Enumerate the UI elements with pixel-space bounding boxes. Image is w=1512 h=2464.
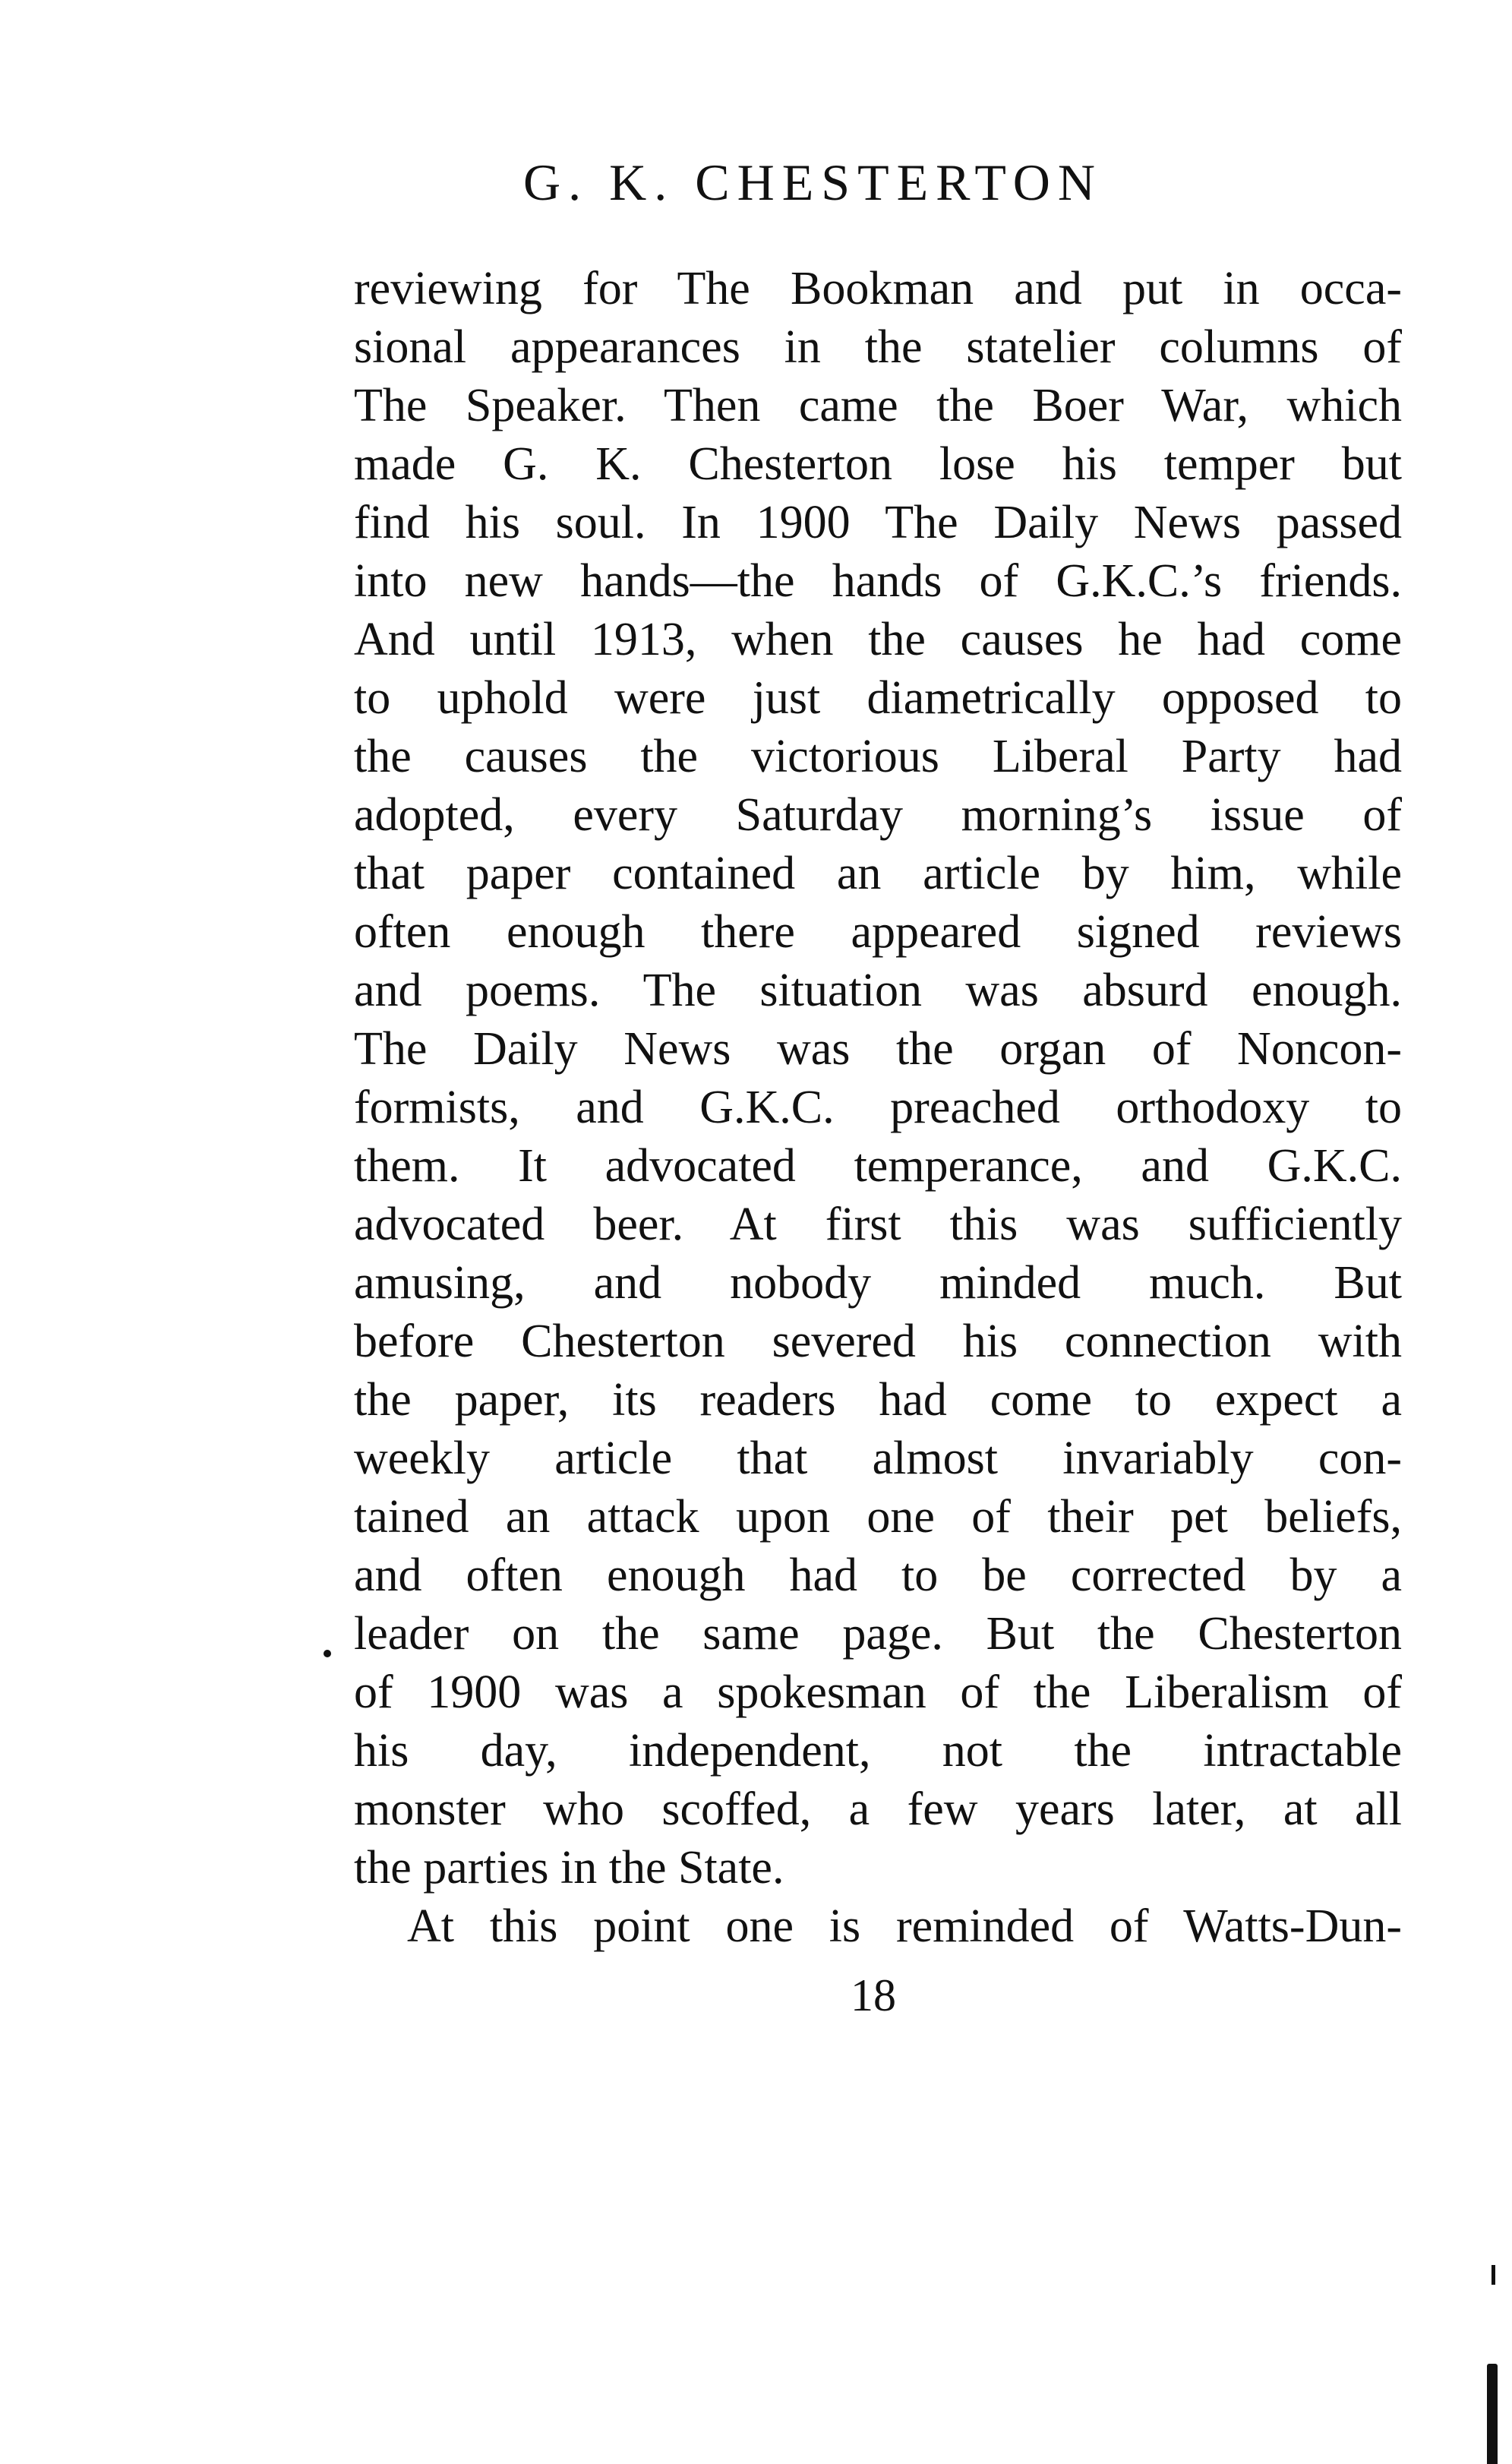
text-line: amusing, and nobody minded much. But (354, 1257, 1402, 1309)
text-line: his day, independent, not the intractable (354, 1725, 1402, 1777)
text-line: of 1900 was a spokesman of the Liberalism of (354, 1666, 1402, 1718)
text-line: the paper, its readers had come to expect a (354, 1374, 1402, 1426)
running-head: G. K. CHESTERTON (523, 153, 1103, 211)
text-line: often enough there appeared signed reviews (354, 906, 1402, 958)
text-line: reviewing for The Bookman and put in occa- (354, 263, 1402, 314)
text-line: into new hands—the hands of G.K.C.’s friends. (354, 555, 1402, 607)
text-line: formists, and G.K.C. preached orthodoxy to (354, 1082, 1402, 1133)
text-line: made G. K. Chesterton lose his temper but (354, 438, 1402, 490)
scan-artifact-dot (324, 1650, 331, 1657)
text-line: weekly article that almost invariably con- (354, 1433, 1402, 1484)
scan-artifact-tick (1491, 2265, 1495, 2285)
text-line: adopted, every Saturday morning’s issue of (354, 789, 1402, 841)
text-line: and often enough had to be corrected by a (354, 1549, 1402, 1601)
text-line: And until 1913, when the causes he had come (354, 614, 1402, 665)
paragraph-end-line: the parties in the State. (354, 1842, 784, 1894)
text-line: sional appearances in the statelier columns of (354, 321, 1402, 373)
text-line: advocated beer. At first this was sufficiently (354, 1199, 1402, 1250)
text-line: tained an attack upon one of their pet beliefs, (354, 1491, 1402, 1543)
text-line: before Chesterton severed his connection with (354, 1316, 1402, 1367)
page-edge-shadow (1487, 2364, 1498, 2464)
text-line: the causes the victorious Liberal Party had (354, 731, 1402, 782)
text-line: leader on the same page. But the Chesterton (354, 1608, 1402, 1660)
text-line: that paper contained an article by him, while (354, 848, 1402, 899)
page-number: 18 (851, 1970, 896, 2020)
text-line: monster who scoffed, a few years later, at all (354, 1783, 1402, 1835)
text-line: The Daily News was the organ of Noncon- (354, 1023, 1402, 1075)
body-text (354, 260, 1402, 1956)
text-line: The Speaker. Then came the Boer War, which (354, 380, 1402, 431)
text-line: find his soul. In 1900 The Daily News passed (354, 497, 1402, 548)
text-line: to uphold were just diametrically opposed to (354, 672, 1402, 724)
text-line: them. It advocated temperance, and G.K.C. (354, 1140, 1402, 1192)
text-line: and poems. The situation was absurd enough. (354, 965, 1402, 1016)
paragraph-start-line: At this point one is reminded of Watts-Dun- (407, 1900, 1402, 1952)
